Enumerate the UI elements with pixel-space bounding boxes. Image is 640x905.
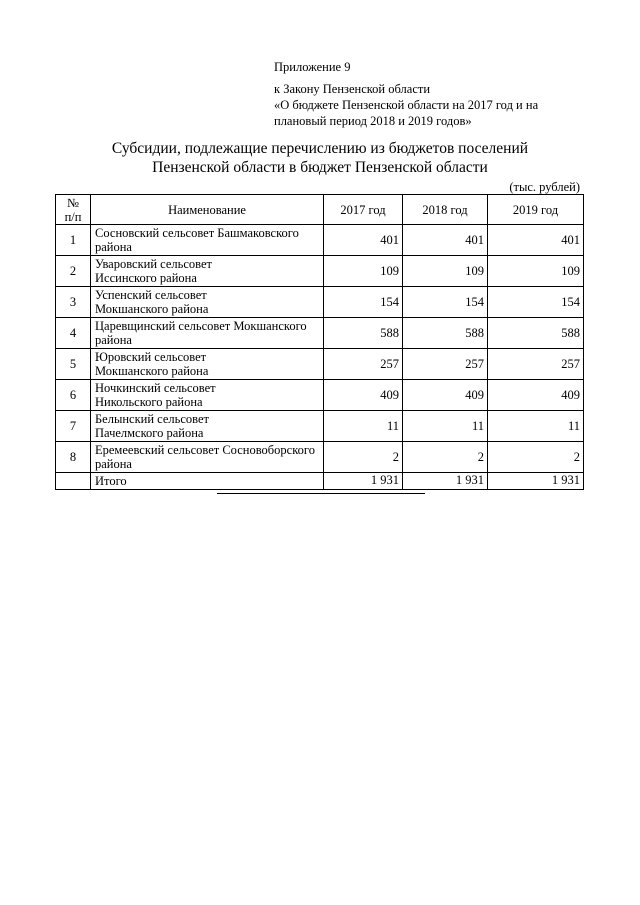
header-2019: 2019 год — [488, 195, 584, 225]
row-value-2017: 401 — [324, 225, 403, 256]
row-number: 5 — [56, 349, 91, 380]
row-name — [91, 349, 324, 380]
row-value-2019: 401 — [488, 225, 584, 256]
total-value-2019: 1 931 — [488, 473, 584, 490]
table-row — [56, 411, 584, 442]
table-row — [56, 318, 584, 349]
row-value-2019: 257 — [488, 349, 584, 380]
appendix-number: Приложение 9 — [274, 60, 351, 74]
appendix-law-title-line1: «О бюджете Пензенской области на 2017 год и на — [274, 98, 539, 112]
row-name-line1: Уваровский сельсовет — [95, 257, 213, 271]
header-number-line1: № — [67, 195, 79, 210]
header-2017: 2017 год — [324, 195, 403, 225]
row-number: 2 — [56, 256, 91, 287]
subsidies-table — [55, 194, 584, 490]
row-name-line2: Мокшанского района — [95, 364, 209, 378]
row-value-2018: 409 — [403, 380, 488, 411]
table-row — [56, 287, 584, 318]
document-title-line1: Субсидии, подлежащие перечислению из бюджетов поселений — [111, 140, 529, 157]
closing-rule — [217, 493, 425, 494]
row-name-line1: Царевщинский сельсовет Мокшанского — [95, 319, 307, 333]
row-name-line2: Иссинского района — [95, 271, 197, 285]
row-name — [91, 225, 324, 256]
appendix-law-title-line2: плановый период 2018 и 2019 годов» — [274, 114, 472, 128]
row-value-2018: 11 — [403, 411, 488, 442]
total-value-2018: 1 931 — [403, 473, 488, 490]
row-name — [91, 287, 324, 318]
header-number — [56, 195, 91, 225]
total-number-empty — [56, 473, 91, 490]
row-name — [91, 442, 324, 473]
row-value-2018: 2 — [403, 442, 488, 473]
row-value-2019: 11 — [488, 411, 584, 442]
row-name-line2: района — [95, 240, 132, 254]
row-value-2018: 401 — [403, 225, 488, 256]
row-name — [91, 318, 324, 349]
row-value-2019: 409 — [488, 380, 584, 411]
row-value-2019: 2 — [488, 442, 584, 473]
row-name-line2: Пачелмского района — [95, 426, 204, 440]
header-2018: 2018 год — [403, 195, 488, 225]
row-name-line2: района — [95, 333, 132, 347]
row-value-2018: 588 — [403, 318, 488, 349]
row-name — [91, 380, 324, 411]
table-row — [56, 256, 584, 287]
row-number: 8 — [56, 442, 91, 473]
row-name-line1: Сосновский сельсовет Башмаковского — [95, 226, 299, 240]
row-value-2017: 11 — [324, 411, 403, 442]
row-name-line1: Белынский сельсовет — [95, 412, 210, 426]
table-row — [56, 225, 584, 256]
total-value-2017: 1 931 — [324, 473, 403, 490]
appendix-block — [274, 59, 538, 129]
row-value-2017: 154 — [324, 287, 403, 318]
units-label: (тыс. рублей) — [509, 180, 580, 194]
row-value-2017: 409 — [324, 380, 403, 411]
total-row — [56, 473, 584, 490]
row-name — [91, 256, 324, 287]
row-value-2019: 154 — [488, 287, 584, 318]
row-value-2018: 154 — [403, 287, 488, 318]
row-value-2018: 257 — [403, 349, 488, 380]
row-name-line1: Еремеевский сельсовет Сосновоборского — [95, 443, 315, 457]
row-number: 1 — [56, 225, 91, 256]
row-value-2018: 109 — [403, 256, 488, 287]
row-name — [91, 411, 324, 442]
row-value-2019: 588 — [488, 318, 584, 349]
row-number: 7 — [56, 411, 91, 442]
row-name-line1: Ночкинский сельсовет — [95, 381, 216, 395]
table-header-row — [56, 195, 584, 225]
row-number: 4 — [56, 318, 91, 349]
row-name-line2: Никольского района — [95, 395, 203, 409]
row-name-line1: Успенский сельсовет — [95, 288, 207, 302]
document-title — [60, 139, 580, 177]
header-name: Наименование — [91, 195, 324, 225]
table-row — [56, 380, 584, 411]
row-value-2017: 257 — [324, 349, 403, 380]
row-name-line2: района — [95, 457, 132, 471]
row-value-2017: 588 — [324, 318, 403, 349]
row-value-2017: 2 — [324, 442, 403, 473]
row-value-2019: 109 — [488, 256, 584, 287]
row-name-line1: Юровский сельсовет — [95, 350, 207, 364]
row-name-line2: Мокшанского района — [95, 302, 209, 316]
row-number: 3 — [56, 287, 91, 318]
document-title-line2: Пензенской области в бюджет Пензенской области — [152, 159, 488, 176]
appendix-law-line: к Закону Пензенской области — [274, 82, 431, 96]
header-number-line2: п/п — [64, 209, 82, 224]
table-row — [56, 442, 584, 473]
total-label: Итого — [91, 473, 324, 490]
row-value-2017: 109 — [324, 256, 403, 287]
row-number: 6 — [56, 380, 91, 411]
table-row — [56, 349, 584, 380]
